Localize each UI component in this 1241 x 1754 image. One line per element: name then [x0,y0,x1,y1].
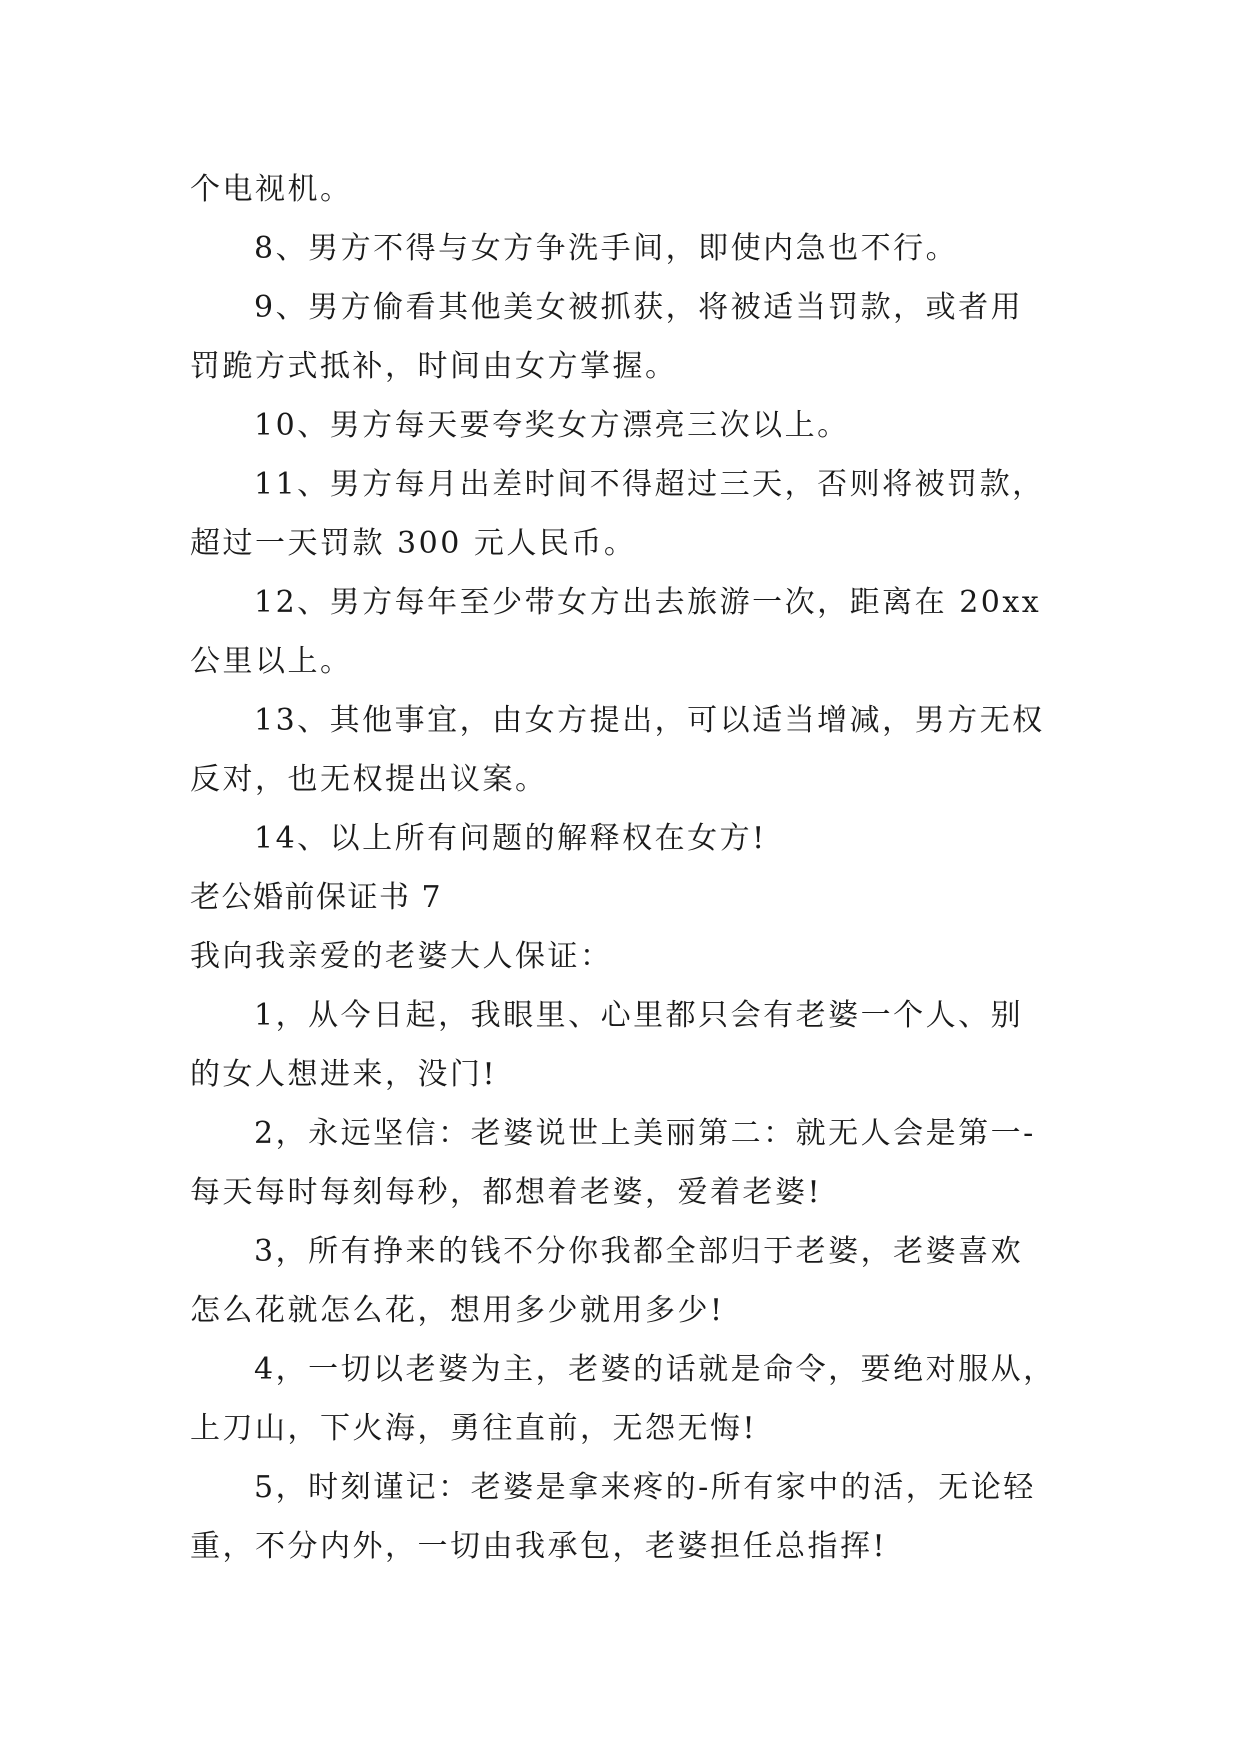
text-line: 2，永远坚信：老婆说世上美丽第二：就无人会是第一- [254,1116,1036,1151]
text-line: 每天每时每刻每秒，都想着老婆，爱着老婆! [190,1175,823,1210]
text-line: 罚跪方式抵补，时间由女方掌握。 [190,349,678,384]
document-body [190,160,1056,1576]
text-line: 10、男方每天要夸奖女方漂亮三次以上。 [254,408,850,443]
text-line: 13、其他事宜，由女方提出，可以适当增减，男方无权 [254,703,1045,738]
text-line: 超过一天罚款 300 元人民币。 [190,526,637,561]
text-line: 4，一切以老婆为主，老婆的话就是命令，要绝对服从， [254,1352,1056,1387]
text-line: 怎么花就怎么花，想用多少就用多少! [190,1293,725,1328]
text-line: 上刀山，下火海，勇往直前，无怨无悔! [190,1411,758,1446]
text-line: 重，不分内外，一切由我承包，老婆担任总指挥! [190,1529,888,1564]
text-line: 12、男方每年至少带女方出去旅游一次，距离在 20xx [254,585,1042,620]
text-line: 我向我亲爱的老婆大人保证： [190,939,613,974]
section-heading: 老公婚前保证书 7 [190,880,443,915]
text-line: 8、男方不得与女方争洗手间，即使内急也不行。 [254,231,959,266]
text-line: 9、男方偷看其他美女被抓获，将被适当罚款，或者用 [254,290,1024,325]
text-line: 个电视机。 [190,172,353,207]
text-line: 5，时刻谨记：老婆是拿来疼的-所有家中的活，无论轻 [254,1470,1036,1505]
text-line: 1，从今日起，我眼里、心里都只会有老婆一个人、别 [254,998,1024,1033]
text-line: 公里以上。 [190,644,353,679]
text-line: 的女人想进来，没门! [190,1057,498,1092]
text-line: 3，所有挣来的钱不分你我都全部归于老婆，老婆喜欢 [254,1234,1024,1269]
text-line: 14、以上所有问题的解释权在女方! [254,821,767,856]
text-line: 11、男方每月出差时间不得超过三天，否则将被罚款， [254,467,1045,502]
text-line: 反对，也无权提出议案。 [190,762,548,797]
